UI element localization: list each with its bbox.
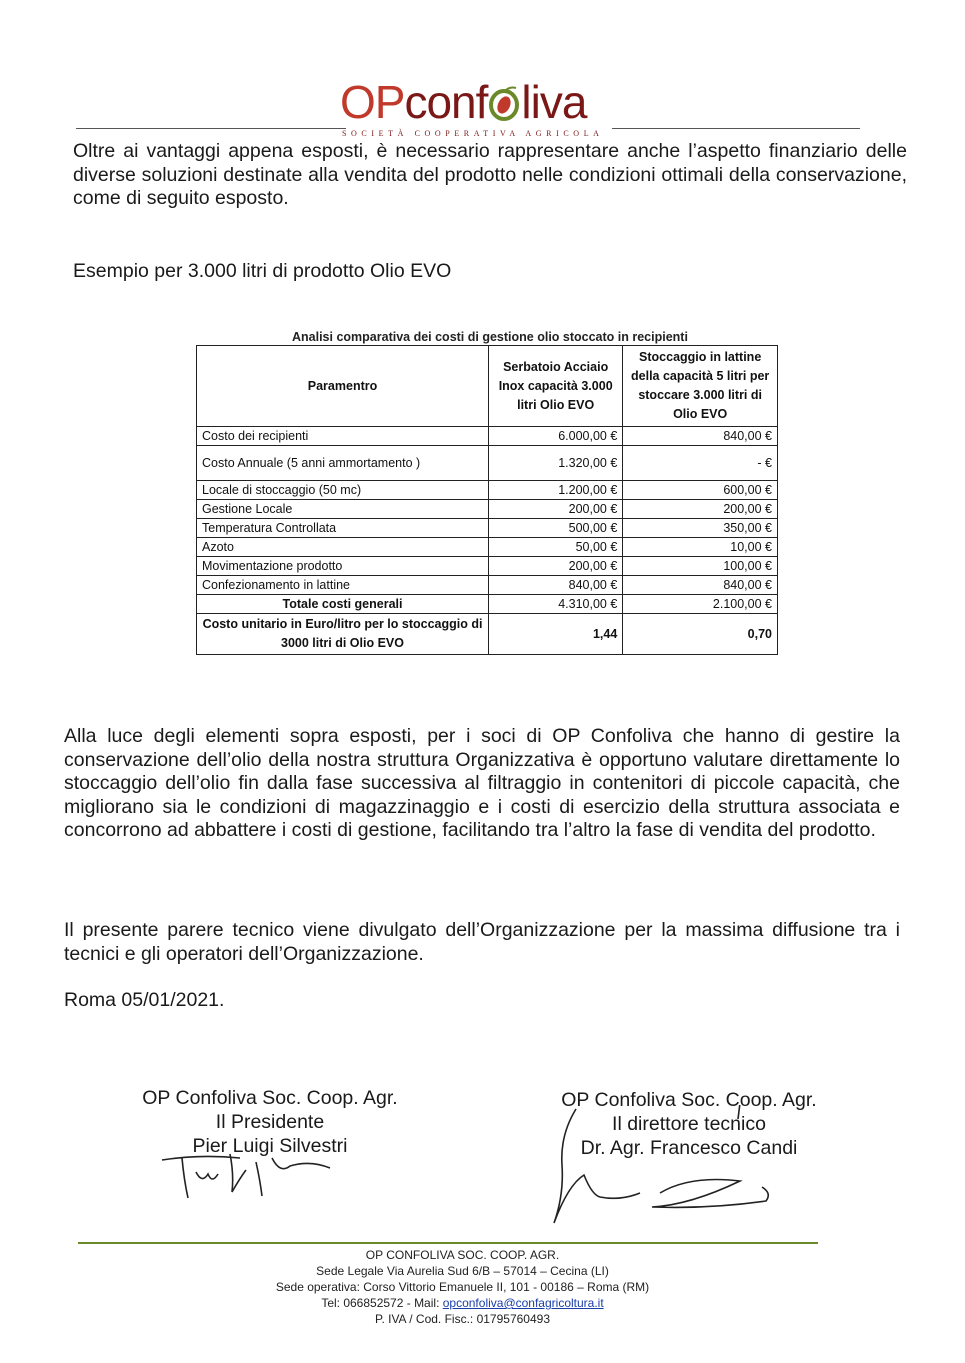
- conclusion-paragraph: Alla luce degli elementi sopra esposti, per i soci di OP Confoliva che hanno di gestire la conservazione dell’olio della nostra struttura Organizzativa è opportuno valutare direttamente lo stoccaggio dell’olio fin dalla fase successiva al filtraggio in contenitori di piccole capacità, che migliorano sia le condizioni di magazzinaggio e i costi di esercizio della struttura associata e concorrono ad abbattere i costi di gestione, facilitando tra l’altro la fase di vendita del prodotto.: [64, 725, 900, 841]
- intro-paragraph: Oltre ai vantaggi appena esposti, è necessario rappresentare anche l’aspetto finanziario delle diverse soluzioni destinate alla vendita del prodotto nelle condizioni ottimali della conservazione, come di seguito esposto.: [73, 140, 907, 209]
- footer: [200, 1247, 725, 1327]
- table-title: Analisi comparativa dei costi di gestione olio stoccato in recipienti: [292, 330, 688, 344]
- row-value-a: 200,00 €: [489, 557, 623, 576]
- row-label: Azoto: [197, 538, 489, 557]
- footer-email-link[interactable]: opconfoliva@confagricoltura.it: [442, 1296, 604, 1310]
- header-rule-right: [612, 128, 860, 129]
- header-cans: Stoccaggio in lattine della capacità 5 litri per stoccare 3.000 litri di Olio EVO: [623, 346, 778, 427]
- table-row: [197, 427, 778, 446]
- row-label: Movimentazione prodotto: [197, 557, 489, 576]
- row-value-a: 840,00 €: [489, 576, 623, 595]
- footer-operating-address: Sede operativa: Corso Vittorio Emanuele II, 101 - 00186 – Roma (RM): [275, 1280, 650, 1294]
- unit-cost-label: Costo unitario in Euro/litro per lo stoccaggio di 3000 litri di Olio EVO: [197, 614, 489, 655]
- unit-cost-value-a: 1,44: [489, 614, 623, 655]
- unit-cost-value-b: 0,70: [623, 614, 778, 655]
- row-value-a: 1.200,00 €: [489, 481, 623, 500]
- row-label: Costo dei recipienti: [197, 427, 489, 446]
- row-value-b: 840,00 €: [623, 576, 778, 595]
- header-param: Paramentro: [197, 346, 489, 427]
- document-date: Roma 05/01/2021.: [64, 989, 225, 1011]
- row-value-a: 6.000,00 €: [489, 427, 623, 446]
- row-label: Locale di stoccaggio (50 mc): [197, 481, 489, 500]
- handwritten-signature-president: [160, 1140, 345, 1204]
- table-header-row: [197, 346, 778, 427]
- signer-role: Il Presidente: [215, 1111, 325, 1133]
- footer-legal-address: Sede Legale Via Aurelia Sud 6/B – 57014 – Cecina (LI): [316, 1264, 609, 1278]
- footer-rule: [78, 1242, 818, 1244]
- cost-comparison-table: [196, 345, 778, 655]
- header-steel-tank: Serbatoio Acciaio Inox capacità 3.000 litri Olio EVO: [489, 346, 623, 427]
- row-value-a: 500,00 €: [489, 519, 623, 538]
- header-rule-left: [76, 128, 346, 129]
- signer-name: Dr. Agr. Francesco Candi: [580, 1137, 798, 1159]
- row-label: Costo Annuale (5 anni ammortamento ): [197, 446, 489, 481]
- signer-org: OP Confoliva Soc. Coop. Agr.: [561, 1089, 817, 1111]
- example-heading: Esempio per 3.000 litri di prodotto Olio EVO: [73, 260, 452, 282]
- row-value-b: 840,00 €: [623, 427, 778, 446]
- logo-subtitle: SOCIETÀ COOPERATIVA AGRICOLA: [342, 129, 604, 138]
- row-value-b: 600,00 €: [623, 481, 778, 500]
- footer-phone: Tel: 066852572 - Mail:: [321, 1296, 443, 1310]
- handwritten-signature-director: [540, 1105, 780, 1235]
- footer-vat: P. IVA / Cod. Fisc.: 01795760493: [374, 1312, 550, 1326]
- footer-company: OP CONFOLIVA SOC. COOP. AGR.: [365, 1248, 560, 1262]
- total-label: Totale costi generali: [197, 595, 489, 614]
- table-row: [197, 446, 778, 481]
- row-value-b: 100,00 €: [623, 557, 778, 576]
- total-value-b: 2.100,00 €: [623, 595, 778, 614]
- table-unit-cost-row: [197, 614, 778, 655]
- row-value-b: 350,00 €: [623, 519, 778, 538]
- table-row: [197, 538, 778, 557]
- signer-role: Il direttore tecnico: [612, 1113, 766, 1135]
- table-row: [197, 576, 778, 595]
- table-row: [197, 481, 778, 500]
- table-total-row: [197, 595, 778, 614]
- table-row: [197, 500, 778, 519]
- logo-wordmark: OPconf liva: [340, 76, 587, 128]
- table-row: [197, 557, 778, 576]
- footer-contacts: [200, 1295, 725, 1311]
- header-logo: [330, 72, 630, 142]
- row-value-b: 10,00 €: [623, 538, 778, 557]
- row-value-b: - €: [623, 446, 778, 481]
- signer-org: OP Confoliva Soc. Coop. Agr.: [142, 1087, 398, 1109]
- diffusion-paragraph: Il presente parere tecnico viene divulgato dell’Organizzazione per la massima diffusione tra i tecnici e gli operatori dell’Organizzazione.: [64, 919, 900, 965]
- row-value-a: 50,00 €: [489, 538, 623, 557]
- row-label: Gestione Locale: [197, 500, 489, 519]
- table-row: [197, 519, 778, 538]
- signer-name: Pier Luigi Silvestri: [192, 1135, 348, 1157]
- total-value-a: 4.310,00 €: [489, 595, 623, 614]
- olive-logo-icon: [487, 84, 521, 122]
- row-label: Confezionamento in lattine: [197, 576, 489, 595]
- row-value-a: 200,00 €: [489, 500, 623, 519]
- row-label: Temperatura Controllata: [197, 519, 489, 538]
- row-value-a: 1.320,00 €: [489, 446, 623, 481]
- row-value-b: 200,00 €: [623, 500, 778, 519]
